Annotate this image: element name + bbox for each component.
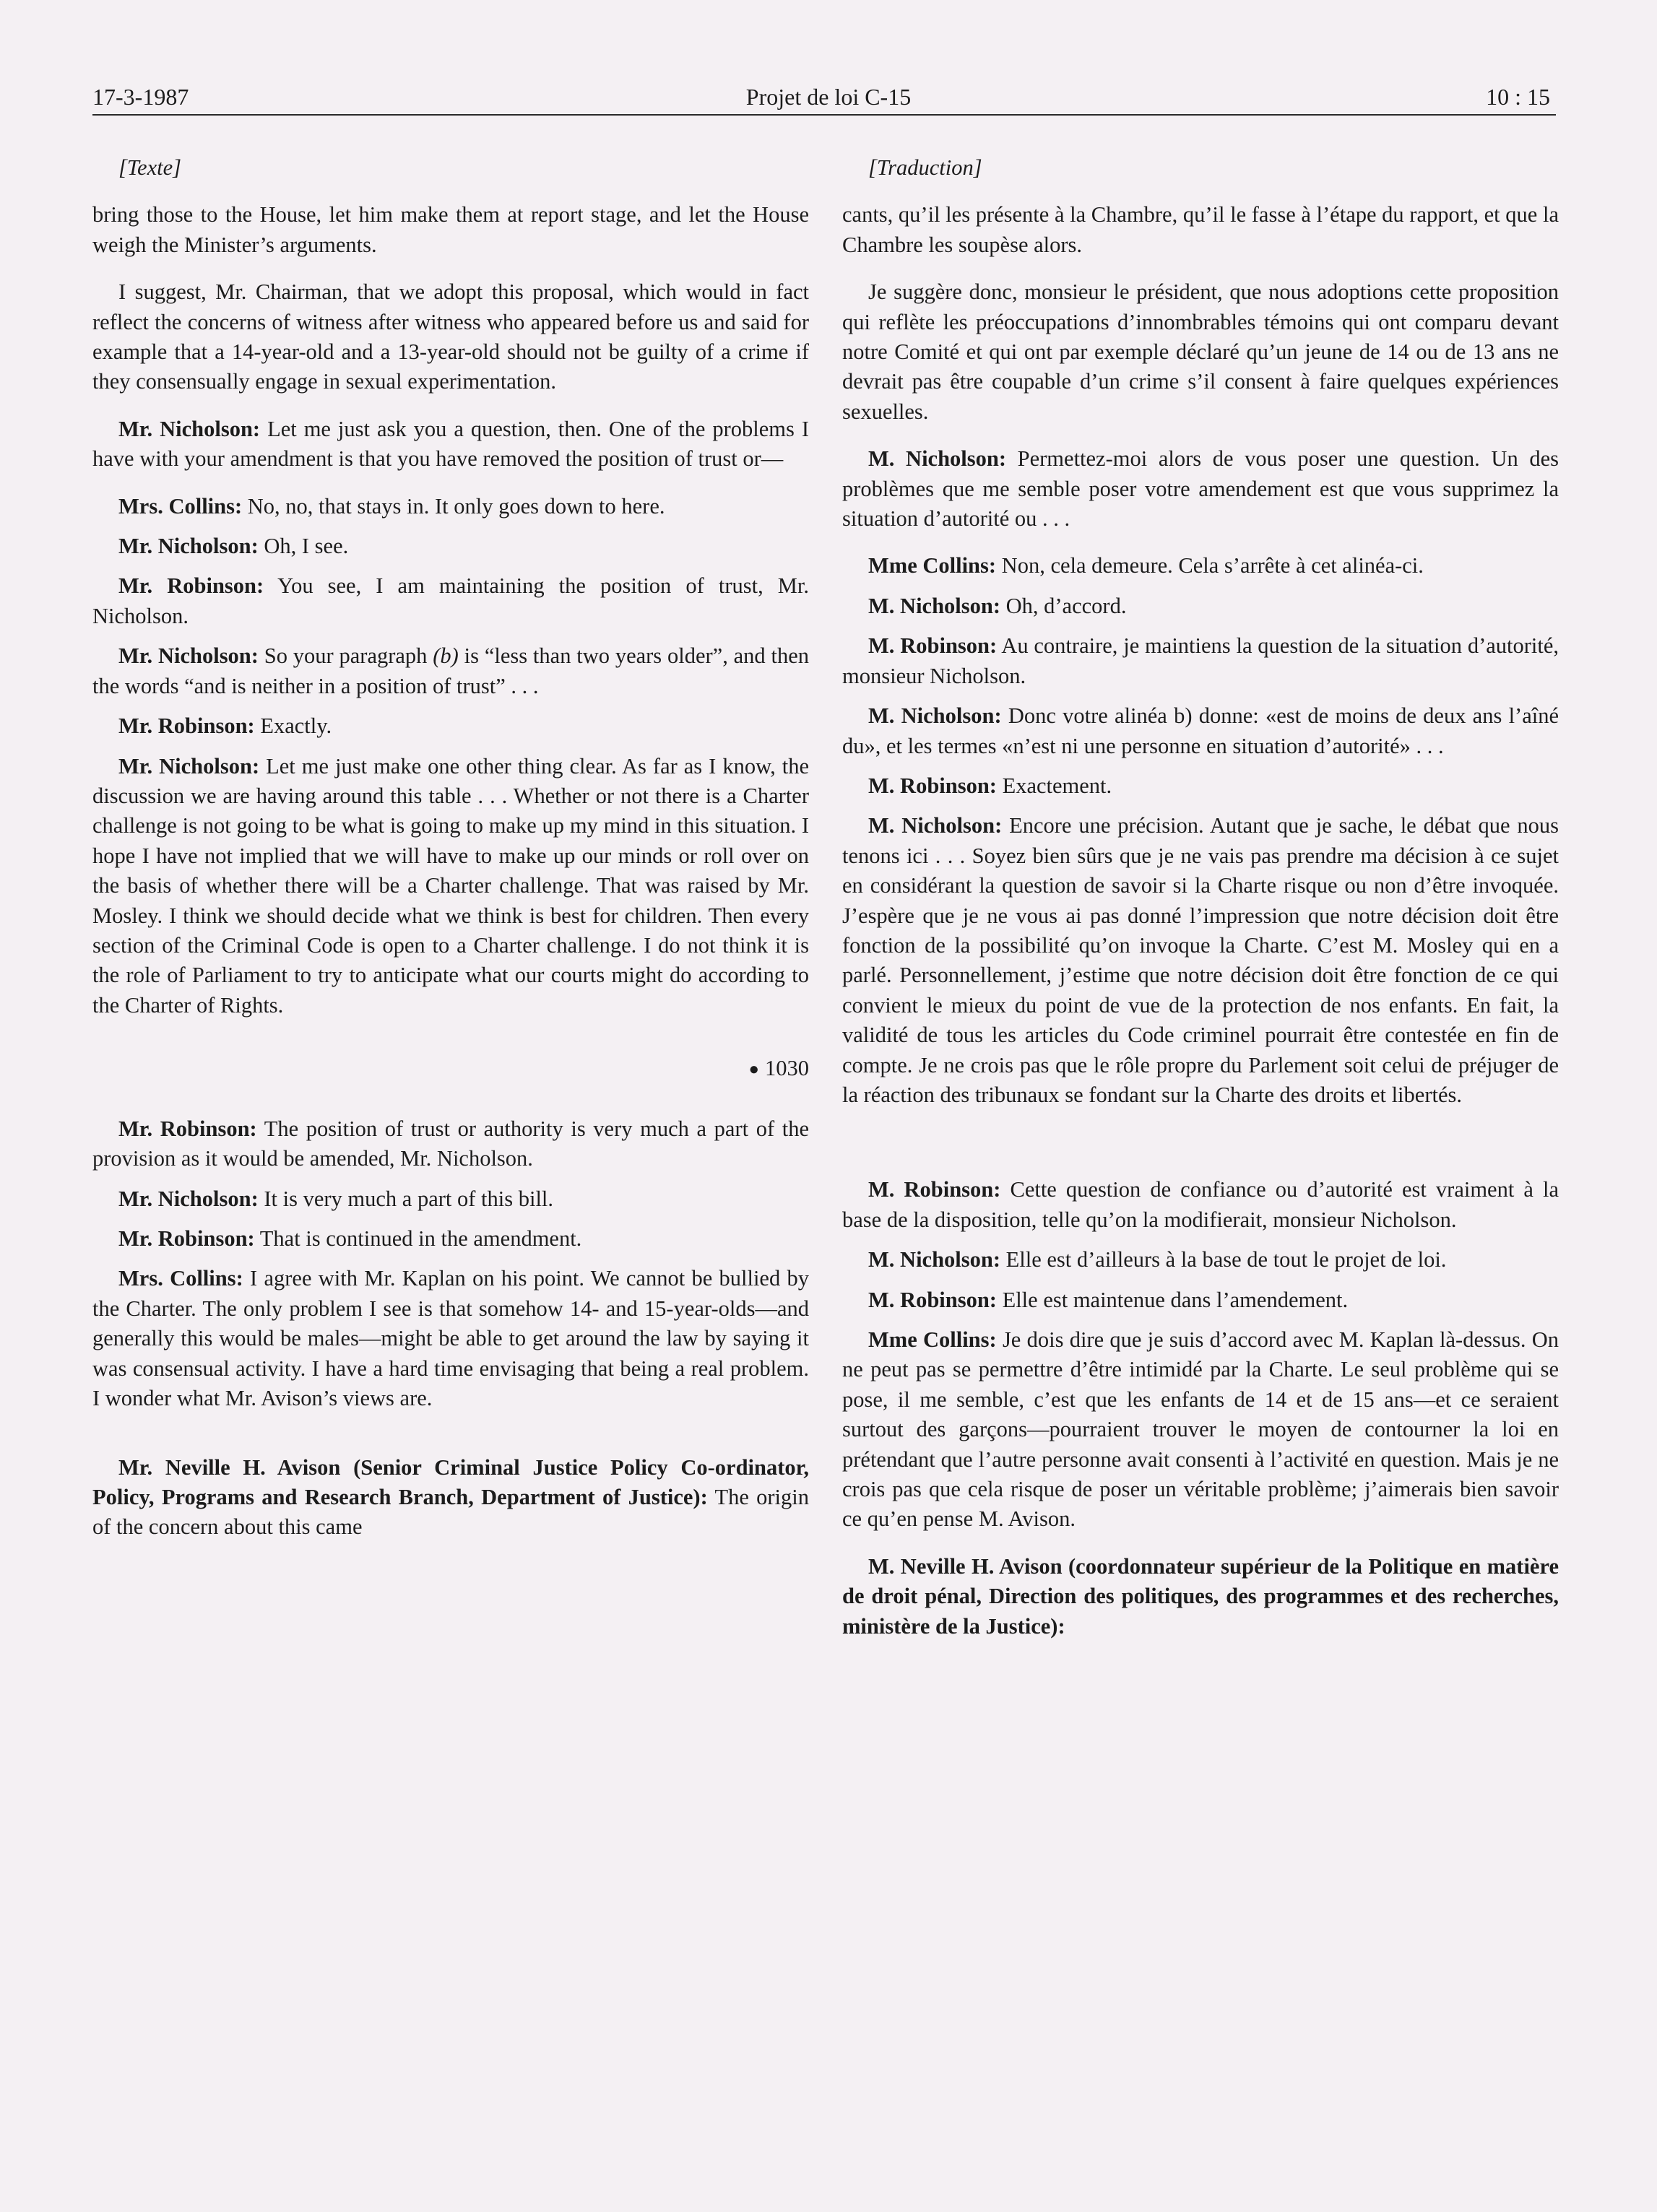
paragraph-text: Let me just make one other thing clear. As far as I know, the discussion we are having around this table . . . Whether or not there is a Charter challenge is not going to be what is going to make up my mind in this situation. I hope I have not implied that we will have to make up our minds or roll over on the basis of whether there will be a Charter challenge. That was raised by Mr. Mosley. I think we should decide what we think is best for children. Then every section of the Criminal Code is open to a Charter challenge. I do not think it is the role of Parliament to try to anticipate what our courts might do according to the Charter of Rights. — [92, 753, 809, 1018]
paragraph — [92, 1264, 809, 1413]
paragraph-text: Exactly. — [254, 714, 332, 739]
column-tag-text: Texte — [126, 155, 173, 180]
speaker-name: Mrs. Collins: — [118, 1266, 243, 1291]
paragraph — [842, 444, 1559, 534]
paragraph-text: bring those to the House, let him make them at report stage, and let the House weigh the Minister’s arguments. — [92, 202, 809, 257]
paragraph — [92, 1224, 809, 1254]
paragraph — [92, 641, 809, 701]
paragraph — [842, 1245, 1559, 1275]
paragraph — [842, 591, 1559, 621]
paragraph — [842, 1175, 1559, 1235]
paragraph — [842, 771, 1559, 801]
paragraph-text: Je suggère donc, monsieur le président, que nous adoptions cette proposition qui reflète les préoccupations d’innombrables témoins qui ont comparu devant notre Comité et qui ont par exemple déclaré qu’un jeune de 14 ou de 13 ans ne devrait pas être coupable d’un crime s’il consent à faire quelques expériences sexuelles. — [842, 279, 1559, 424]
speaker-name: Mr. Nicholson: — [118, 416, 261, 441]
speaker-name: M. Nicholson: — [868, 446, 1007, 472]
paragraph-text: Permettez-moi alors de vous poser une question. Un des problèmes que me semble poser votre amendement est que vous supprimez la situation d’autorité ou . . . — [842, 446, 1559, 532]
speaker-name: M. Neville H. Avison (coordonnateur supérieur de la Politique en matière de droit pénal, Direction des politiques, des programmes et des recherches, ministère de la Justice): — [842, 1553, 1559, 1639]
speaker-name: Mr. Nicholson: — [118, 643, 259, 669]
paragraph-text: Elle est d’ailleurs à la base de tout le projet de loi. — [1000, 1247, 1447, 1272]
paragraph — [842, 631, 1559, 691]
paragraph — [92, 571, 809, 631]
paragraph-text: Au contraire, je maintiens la question de la situation d’autorité, monsieur Nicholson. — [842, 633, 1559, 688]
paragraph-text: The position of trust or authority is very much a part of the provision as it would be amended, Mr. Nicholson. — [92, 1116, 809, 1171]
column-tag-text: Traduction — [876, 155, 974, 180]
paragraph — [842, 1325, 1559, 1535]
paragraph — [92, 492, 809, 521]
paragraph-text: Exactement. — [996, 773, 1112, 798]
paragraph-text: Je dois dire que je suis d’accord avec M. Kaplan là-dessus. On ne peut pas se permettre d’être intimidé par la Charte. Le seul problème qui se pose, il me semble, c’est que les enfants de 14 et de 15 ans—et ce seraient surtout des garçons—pourraient trouver le moyen de contourner la loi en prétendant que l’autre personne avait consenti à l’activité en question. Mais je ne crois pas que cela risque de poser un véritable problème; j’aimerais bien savoir ce qu’en pense M. Avison. — [842, 1327, 1559, 1532]
paragraph-text: I suggest, Mr. Chairman, that we adopt this proposal, which would in fact reflect the concerns of witness after witness who appeared before us and said for example that a 14-year-old and a 13-year-old should not be guilty of a crime if they consensually engage in sexual experimentation. — [92, 279, 809, 394]
paragraph-text: Let me just ask you a question, then. One of the problems I have with your amendment is that you have removed the position of trust or— — [92, 416, 809, 472]
speaker-name: Mr. Nicholson: — [118, 753, 260, 778]
speaker-name: M. Robinson: — [868, 1287, 997, 1312]
speaker-name: Mr. Nicholson: — [118, 534, 259, 559]
speaker-name: Mme Collins: — [868, 1327, 997, 1352]
speaker-name: Mme Collins: — [868, 553, 997, 578]
speaker-name: Mr. Robinson: — [118, 573, 264, 599]
paragraph-text: Cette question de confiance ou d’autorité est vraiment à la base de la disposition, telle qu’on la modifierait, monsieur Nicholson. — [842, 1177, 1559, 1232]
speaker-name: M. Nicholson: — [868, 593, 1000, 618]
speaker-name: M. Nicholson: — [868, 1247, 1000, 1272]
paragraph-text: I agree with Mr. Kaplan on his point. We cannot be bullied by the Charter. The only problem I see is that somehow 14- and 15-year-olds—and generally this would be males—might be able to get around the law by saying it was consensual activity. I have a hard time envisaging that being a real problem. I wonder what Mr. Avison’s views are. — [92, 1266, 809, 1411]
speaker-name: M. Nicholson: — [868, 703, 1002, 729]
time-marker — [92, 1054, 809, 1085]
paragraph — [92, 277, 809, 397]
paragraph-text: Encore une précision. Autant que je sache, le débat que nous tenons ici . . . Soyez bien sûrs que je ne vais pas prendre ma décision à ce sujet en considérant la question de savoir si la Charte risque ou non d’être invoquée. J’espère que je ne vous ai pas donné l’impression que notre décision doit être fonction de la possibilité qu’on invoque la Charte. C’est M. Mosley qui en a parlé. Personnellement, j’estime que notre décision doit être fonction de ce qui convient le mieux du point de vue de la protection de nos enfants. En fait, la validité de tous les articles du Code criminel pourrait être contestée en fin de compte. Je ne crois pas que le rôle propre du Parlement soit celui de préjuger de la réaction des tribunaux se fondant sur la Charte des droits et libertés. — [842, 813, 1559, 1107]
column-tag: [Traduction] — [868, 155, 982, 180]
paragraph-text: It is very much a part of this bill. — [258, 1186, 554, 1211]
paragraph — [92, 1114, 809, 1174]
speaker-name: Mr. Neville H. Avison (Senior Criminal Justice Policy Co-ordinator, Policy, Programs and Research Branch, Department of Justice): — [92, 1454, 809, 1509]
paragraph-text: Donc votre alinéa b) donne: «est de moins de deux ans l’aîné du», et les termes «n’est ni une personne en situation d’autorité» . . . — [842, 703, 1559, 758]
speaker-name: Mr. Robinson: — [118, 714, 255, 739]
speaker-name: M. Nicholson: — [868, 813, 1003, 838]
paragraph — [92, 711, 809, 741]
bullet-icon: ● — [748, 1060, 759, 1080]
paragraph-text: That is continued in the amendment. — [254, 1226, 582, 1252]
paragraph — [842, 701, 1559, 761]
paragraph — [842, 551, 1559, 581]
paragraph-text: The origin of the concern about this came — [92, 1484, 809, 1540]
paragraph-text: cants, qu’il les présente à la Chambre, qu’il le fasse à l’étape du rapport, et que la Chambre les soupèse alors. — [842, 202, 1559, 257]
french-column — [842, 153, 1559, 1659]
paragraph — [842, 1285, 1559, 1315]
paragraph — [92, 1453, 809, 1543]
paragraph-text: No, no, that stays in. It only goes down to here. — [242, 493, 665, 519]
paragraph-text: So your paragraph — [258, 643, 433, 669]
paragraph-text: Oh, d’accord. — [1000, 593, 1127, 618]
paragraph — [842, 1552, 1559, 1641]
paragraph — [92, 1184, 809, 1214]
paragraph — [92, 532, 809, 561]
speaker-name: Mr. Robinson: — [118, 1226, 255, 1252]
paragraph — [842, 277, 1559, 427]
speaker-name: Mrs. Collins: — [118, 493, 243, 519]
paragraph — [92, 415, 809, 474]
paragraph — [842, 811, 1559, 1110]
speaker-name: Mr. Nicholson: — [118, 1186, 259, 1211]
speaker-name: M. Robinson: — [868, 1177, 1001, 1202]
paragraph — [92, 752, 809, 1021]
header-title: Projet de loi C-15 — [745, 84, 912, 110]
paragraph-text: is “less than two years older”, and then the words “and is neither in a position of trust” . . . — [92, 643, 810, 698]
column-tag: [Texte] — [118, 155, 181, 180]
paragraph-text: You see, I am maintaining the position of trust, Mr. Nicholson. — [92, 573, 809, 628]
speaker-name: M. Robinson: — [868, 773, 997, 798]
paragraph-text: Oh, I see. — [258, 534, 349, 559]
time-marker-text: 1030 — [765, 1056, 809, 1081]
header-rule — [92, 114, 1556, 116]
header-page-number: 10 : 15 — [1486, 84, 1550, 110]
paragraph — [92, 200, 809, 260]
english-column — [92, 153, 809, 1560]
paragraph — [842, 200, 1559, 260]
speaker-name: Mr. Robinson: — [118, 1116, 257, 1141]
paragraph-italic: (b) — [433, 643, 459, 669]
header-date: 17-3-1987 — [92, 84, 189, 110]
paragraph-text: Elle est maintenue dans l’amendement. — [996, 1287, 1349, 1312]
paragraph-text: Non, cela demeure. Cela s’arrête à cet alinéa-ci. — [996, 553, 1424, 578]
speaker-name: M. Robinson: — [868, 633, 998, 659]
